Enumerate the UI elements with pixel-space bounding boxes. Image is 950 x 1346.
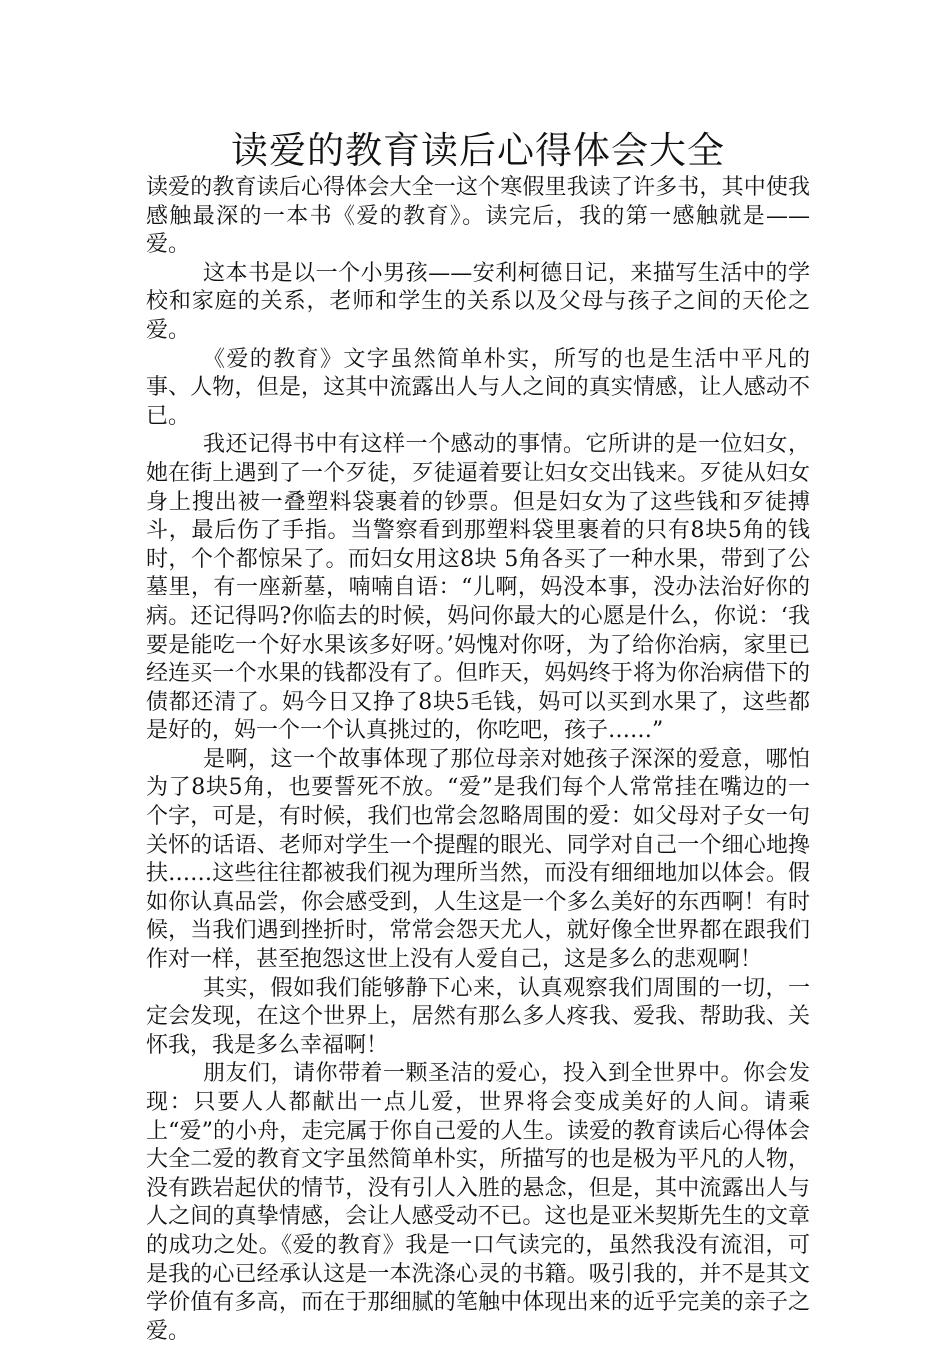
paragraph-gratitude: 其实，假如我们能够静下心来，认真观察我们周围的一切，一定会发现，在这个世界上，居然有那么多人疼我、爱我、帮助我、关怀我，我是多么幸福啊！ [146,975,810,1058]
document-title: 读爱的教育读后心得体会大全 [231,129,725,172]
paragraph-reflection: 是啊，这一个故事体现了那位母亲对她孩子深深的爱意，哪怕为了8块5角，也要誓死不放。“爱”是我们每个人常常挂在嘴边的一个字，可是，有时候，我们也常会忽略周围的爱：如父母对子女一句关怀的话语、老师对学生一个提醒的眼光、同学对自己一个细心地搀扶……这些往往都被我们视为理所当然，而没有细细地加以体会。假如你认真品尝，你会感受到，人生这是一个多么美好的东西啊！有时候，当我们遇到挫折时，常常会怨天尤人，就好像全世界都在跟我们作对一样，甚至抱怨这世上没有人爱自己，这是多么的悲观啊！ [146,746,810,973]
paragraph-writing-style: 《爱的教育》文字虽然简单朴实，所写的也是生活中平凡的事、人物，但是，这其中流露出人与人之间的真实情感，让人感动不已。 [146,346,810,429]
document-page [146,128,810,1346]
paragraph-book-summary: 这本书是以一个小男孩——安利柯德日记，来描写生活中的学校和家庭的关系，老师和学生的关系以及父母与孩子之间的天伦之爱。 [146,260,810,343]
paragraph-intro: 读爱的教育读后心得体会大全一这个寒假里我读了许多书，其中使我感触最深的一本书《爱的教育》。读完后，我的第一感触就是——爱。 [146,175,810,258]
paragraph-conclusion: 朋友们，请你带着一颗圣洁的爱心，投入到全世界中。你会发现：只要人人都献出一点儿爱，世界将会变成美好的人间。请乘上“爱”的小舟，走完属于你自己爱的人生。读爱的教育读后心得体会大全二爱的教育文字虽然简单朴实，所描写的也是极为平凡的人物，没有跌岩起伏的情节，没有引人入胜的悬念，但是，其中流露出人与人之间的真挚情感，会让人感受动不已。这也是亚米契斯先生的文章的成功之处。《爱的教育》我是一口气读完的，虽然我没有流泪，可是我的心已经承认这是一本洗涤心灵的书籍。吸引我的，并不是其文学价值有多高，而在于那细腻的笔触中体现出来的近乎完美的亲子之爱。 [146,1061,810,1344]
paragraph-story: 我还记得书中有这样一个感动的事情。它所讲的是一位妇女，她在街上遇到了一个歹徒，歹徒逼着要让妇女交出钱来。歹徒从妇女身上搜出被一叠塑料袋裹着的钞票。但是妇女为了这些钱和歹徒搏斗，最后伤了手指。当警察看到那塑料袋里裹着的只有8块5角的钱时，个个都惊呆了。而妇女用这8块 5角各买了一种水果，带到了公墓里，有一座新墓，喃喃自语：“儿啊，妈没本事，没办法治好你的病。还记得吗?你临去的时候，妈问你最大的心愿是什么，你说：‘我要是能吃一个好水果该多好呀。’妈愧对你呀，为了给你治病，家里已经连买一个水果的钱都没有了。但昨天，妈妈终于将为你治病借下的债都还清了。妈今日又挣了8块5毛钱，妈可以买到水果了，这些都是好的，妈一个一个认真挑过的，你吃吧，孩子……” [146,432,810,744]
